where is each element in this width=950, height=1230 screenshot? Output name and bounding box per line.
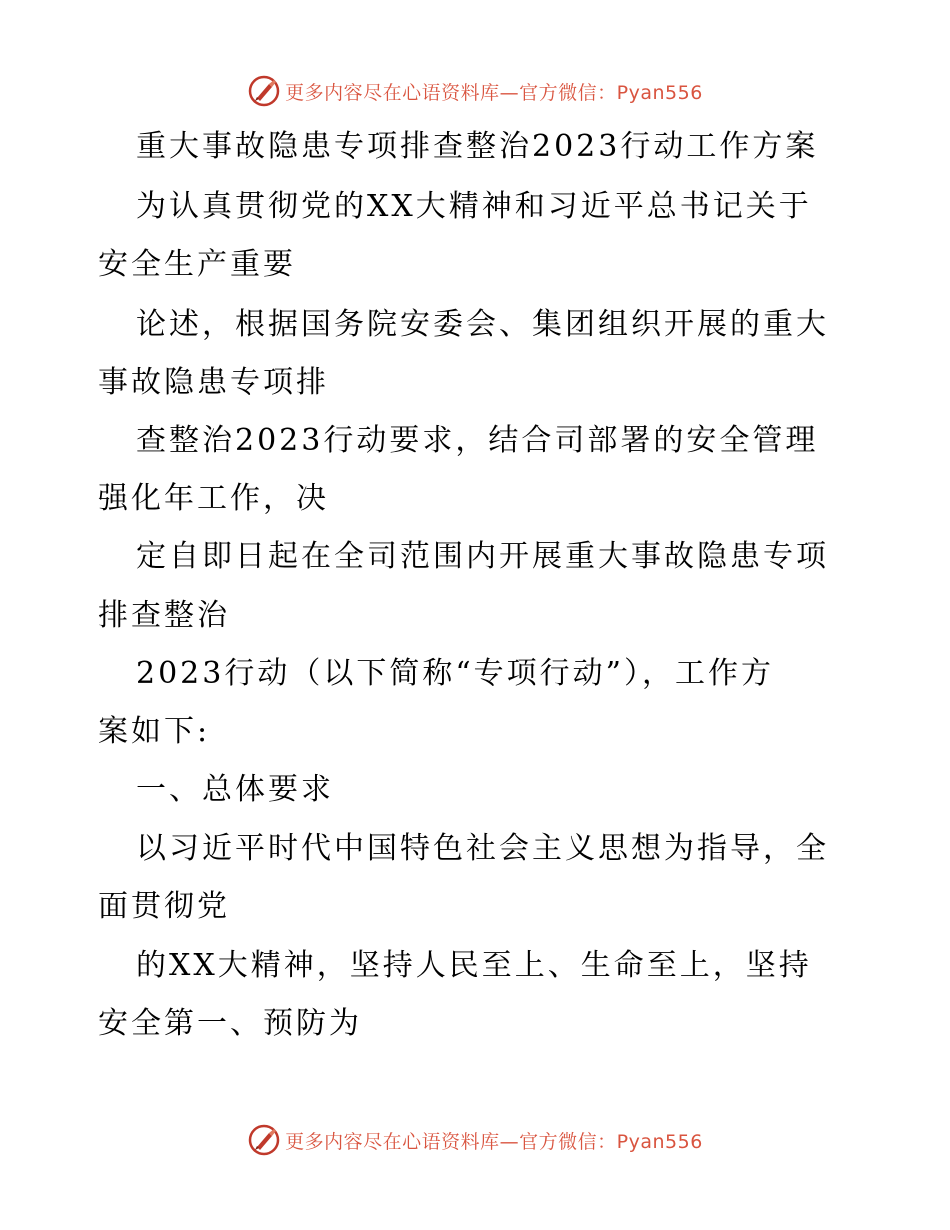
paragraph-line: 定自即日起在全司范围内开展重大事故隐患专项 xyxy=(136,539,829,574)
paragraph-line: 事故隐患专项排 xyxy=(98,365,329,400)
paragraph-line: 为认真贯彻党的XX大精神和习近平总书记关于 xyxy=(136,189,812,224)
paragraph-line: 面贯彻党 xyxy=(98,889,230,924)
paragraph-line: 强化年工作，决 xyxy=(98,481,329,516)
watermark-text: 更多内容尽在心语资料库—官方微信：Pyan556 xyxy=(285,81,703,104)
pen-seal-logo-icon xyxy=(247,1123,281,1157)
paragraph-line: 案如下: xyxy=(98,714,211,749)
document-title: 重大事故隐患专项排查整治2023行动工作方案 xyxy=(136,129,819,164)
paragraph-line: 安全生产重要 xyxy=(98,247,296,282)
footer-watermark xyxy=(0,1120,950,1160)
watermark-text: 更多内容尽在心语资料库—官方微信：Pyan556 xyxy=(285,1130,703,1153)
section-heading: 一、总体要求 xyxy=(136,772,334,807)
paragraph-line: 论述，根据国务院安委会、集团组织开展的重大 xyxy=(136,307,829,342)
paragraph-line: 以习近平时代中国特色社会主义思想为指导，全 xyxy=(136,831,829,866)
paragraph-line: 安全第一、预防为 xyxy=(98,1006,362,1041)
paragraph-line: 的XX大精神，坚持人民至上、生命至上，坚持 xyxy=(136,948,812,983)
paragraph-line: 2023行动（以下简称“专项行动”），工作方 xyxy=(136,656,775,691)
paragraph-line: 查整治2023行动要求，结合司部署的安全管理 xyxy=(136,423,819,458)
paragraph-line: 排查整治 xyxy=(98,598,230,633)
